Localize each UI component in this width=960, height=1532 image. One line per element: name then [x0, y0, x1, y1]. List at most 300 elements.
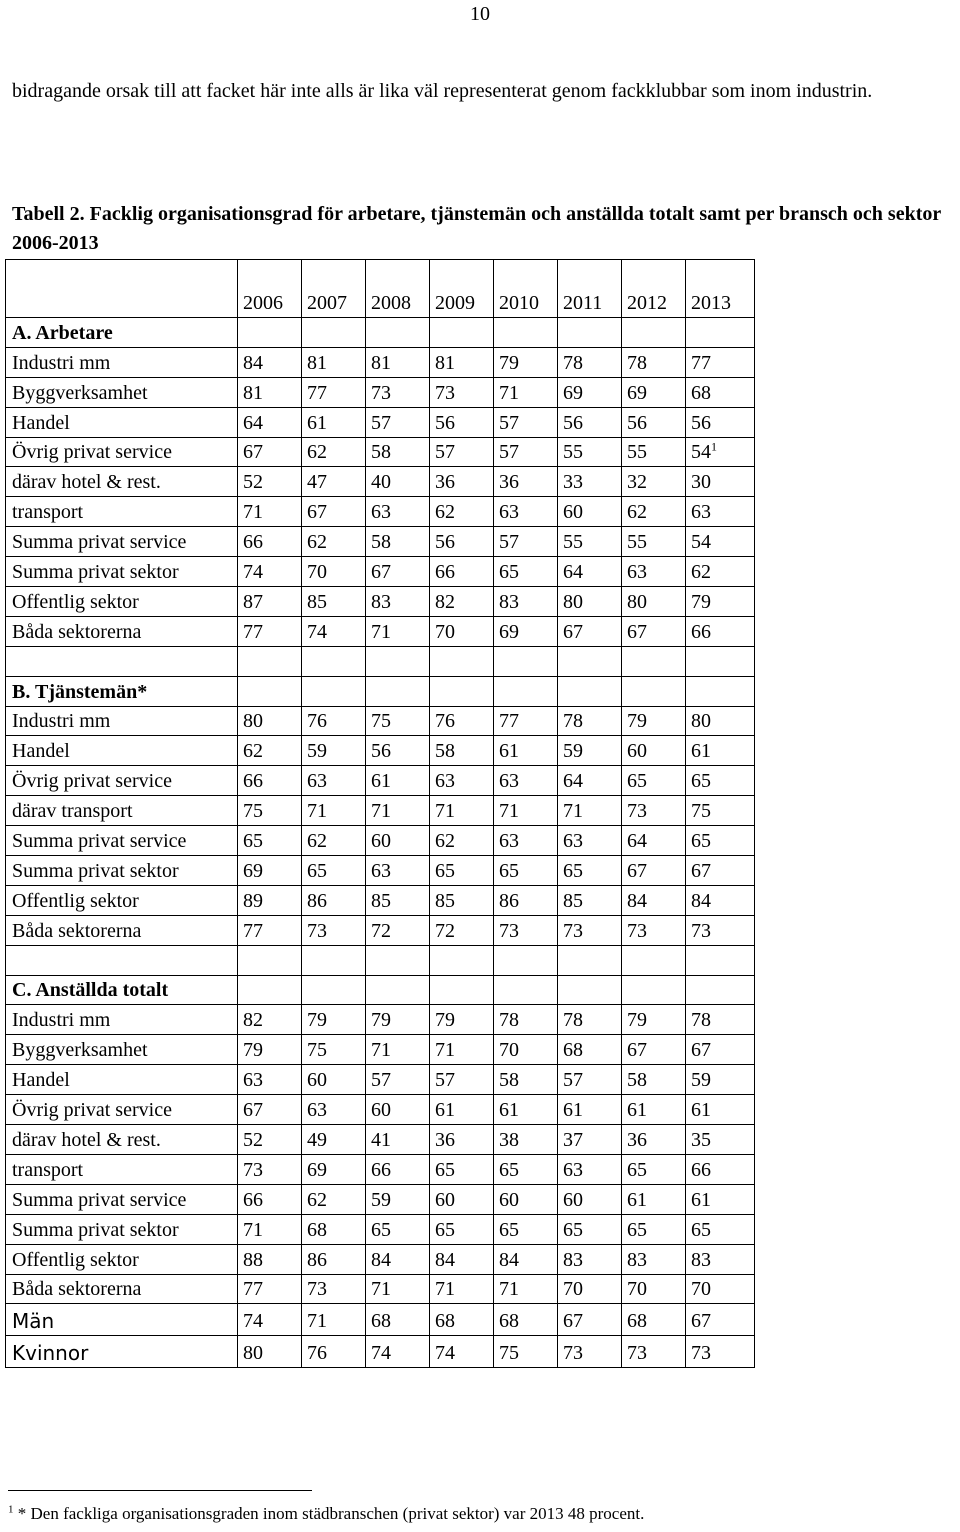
value-text: 73: [691, 1342, 711, 1365]
value-text: 75: [499, 1342, 519, 1365]
table-row: [6, 1005, 755, 1035]
value-cell: [686, 796, 755, 826]
spacer-cell: [686, 945, 755, 975]
value-text: 59: [307, 740, 327, 763]
value-text: 57: [499, 411, 519, 434]
value-cell: [238, 1214, 302, 1244]
value-text: 60: [307, 1069, 327, 1092]
spacer-cell: [686, 646, 755, 676]
value-cell: [686, 347, 755, 377]
value-cell: [622, 856, 686, 886]
value-cell: [558, 616, 622, 646]
value-cell: [366, 1005, 430, 1035]
value-cell: [302, 1244, 366, 1274]
value-text: 79: [499, 351, 519, 374]
value-cell: [494, 1035, 558, 1065]
value-text: 63: [371, 501, 391, 524]
value-cell: [238, 1244, 302, 1274]
value-cell: [558, 1005, 622, 1035]
value-cell: [238, 527, 302, 557]
value-cell: [686, 1065, 755, 1095]
value-text: 71: [307, 800, 327, 823]
value-cell: [558, 1304, 622, 1336]
value-cell: [430, 766, 494, 796]
year-header: 2012: [622, 260, 686, 318]
value-text: 78: [499, 1009, 519, 1032]
value-text: 79: [307, 1009, 327, 1032]
value-cell: [302, 377, 366, 407]
value-text: 73: [563, 919, 583, 942]
empty-cell: [686, 975, 755, 1005]
value-text: 36: [499, 471, 519, 494]
value-text: 83: [563, 1248, 583, 1271]
value-cell: [302, 347, 366, 377]
value-cell: [366, 527, 430, 557]
value-cell: [686, 915, 755, 945]
value-cell: [558, 706, 622, 736]
value-cell: [430, 527, 494, 557]
empty-cell: [302, 975, 366, 1005]
value-text: 66: [243, 1188, 263, 1211]
value-text: 52: [243, 471, 263, 494]
value-text: 71: [499, 800, 519, 823]
value-cell: [622, 407, 686, 437]
value-cell: [494, 826, 558, 856]
value-cell: [494, 557, 558, 587]
value-cell: [494, 766, 558, 796]
value-cell: [430, 1184, 494, 1214]
value-text: 56: [563, 411, 583, 434]
value-text: 61: [435, 1099, 455, 1122]
value-cell: [430, 1005, 494, 1035]
value-cell: [302, 856, 366, 886]
value-text: 56: [435, 531, 455, 554]
value-cell: [302, 1035, 366, 1065]
value-cell: [366, 736, 430, 766]
value-text: 57: [435, 1069, 455, 1092]
value-cell: [366, 1154, 430, 1184]
year-header: 2010: [494, 260, 558, 318]
value-cell: [622, 736, 686, 766]
row-label: Handel: [6, 736, 238, 766]
value-cell: [686, 766, 755, 796]
value-text: 73: [371, 381, 391, 404]
value-cell: [686, 616, 755, 646]
value-cell: [686, 1005, 755, 1035]
value-text: 68: [499, 1310, 519, 1333]
value-text: 67: [627, 859, 647, 882]
value-text: 71: [371, 620, 391, 643]
value-text: 79: [435, 1009, 455, 1032]
value-text: 41: [371, 1128, 391, 1151]
value-cell: [366, 1274, 430, 1304]
value-cell: [302, 1065, 366, 1095]
value-text: 83: [499, 590, 519, 613]
value-text: 57: [563, 1069, 583, 1092]
value-text: 70: [307, 561, 327, 584]
value-text: 79: [627, 1009, 647, 1032]
value-cell: [302, 587, 366, 617]
spacer-cell: [302, 945, 366, 975]
value-text: 36: [627, 1128, 647, 1151]
value-cell: [494, 1304, 558, 1336]
value-cell: [686, 1336, 755, 1368]
value-cell: [494, 1244, 558, 1274]
value-text: 61: [307, 411, 327, 434]
table-row: [6, 1154, 755, 1184]
value-cell: [302, 915, 366, 945]
row-label: Övrig privat service: [6, 1095, 238, 1125]
table-row: [6, 856, 755, 886]
row-label: Handel: [6, 1065, 238, 1095]
value-cell: [686, 587, 755, 617]
spacer-cell: [558, 646, 622, 676]
value-cell: [686, 1125, 755, 1155]
value-cell: [558, 915, 622, 945]
value-cell: [430, 1125, 494, 1155]
value-cell: [238, 856, 302, 886]
value-text: 32: [627, 471, 647, 494]
value-cell: [622, 1304, 686, 1336]
value-cell: [558, 347, 622, 377]
value-cell: [366, 1336, 430, 1368]
value-cell: [366, 856, 430, 886]
value-text: 62: [307, 441, 327, 464]
value-cell: [366, 587, 430, 617]
value-cell: [494, 1274, 558, 1304]
value-cell: [558, 1154, 622, 1184]
value-cell: [238, 1274, 302, 1304]
value-cell: [686, 497, 755, 527]
value-cell: [622, 1125, 686, 1155]
value-text: 65: [691, 1218, 711, 1241]
value-cell: [622, 915, 686, 945]
value-cell: [686, 885, 755, 915]
section-title: A. Arbetare: [6, 318, 238, 348]
value-text: 38: [499, 1128, 519, 1151]
row-label: Industri mm: [6, 706, 238, 736]
table-row: [6, 1065, 755, 1095]
value-cell: [302, 885, 366, 915]
value-cell: [302, 766, 366, 796]
table-row: [6, 467, 755, 497]
value-text: 67: [371, 561, 391, 584]
value-text: 89: [243, 889, 263, 912]
value-text: 85: [563, 889, 583, 912]
value-text: 64: [563, 770, 583, 793]
value-text: 63: [243, 1069, 263, 1092]
empty-cell: [558, 676, 622, 706]
value-text: 61: [691, 1188, 711, 1211]
value-cell: [430, 706, 494, 736]
spacer-cell: [302, 646, 366, 676]
value-cell: [430, 497, 494, 527]
empty-cell: [366, 975, 430, 1005]
spacer-row: [6, 646, 755, 676]
value-text: 58: [371, 441, 391, 464]
value-cell: [494, 706, 558, 736]
value-text: 61: [691, 1099, 711, 1122]
value-text: 84: [691, 889, 711, 912]
value-cell: [430, 377, 494, 407]
value-cell: [238, 736, 302, 766]
row-label: Övrig privat service: [6, 766, 238, 796]
value-cell: [302, 1005, 366, 1035]
value-text: 82: [243, 1009, 263, 1032]
value-text: 85: [371, 889, 391, 912]
table-row: [6, 1095, 755, 1125]
value-cell: [622, 766, 686, 796]
value-text: 83: [627, 1248, 647, 1271]
value-cell: [366, 1095, 430, 1125]
value-text: 62: [627, 501, 647, 524]
value-cell: [430, 347, 494, 377]
value-text: 77: [691, 351, 711, 374]
value-cell: [494, 437, 558, 467]
value-text: 80: [691, 710, 711, 733]
value-text: 61: [563, 1099, 583, 1122]
value-cell: [430, 856, 494, 886]
value-cell: [494, 1154, 558, 1184]
value-cell: [430, 1214, 494, 1244]
spacer-row: [6, 945, 755, 975]
value-text: 62: [307, 1188, 327, 1211]
value-cell: [622, 527, 686, 557]
row-label: Industri mm: [6, 1005, 238, 1035]
row-label: Summa privat sektor: [6, 557, 238, 587]
value-cell: [238, 616, 302, 646]
value-cell: [366, 497, 430, 527]
value-cell: [430, 587, 494, 617]
value-text: 62: [243, 740, 263, 763]
spacer-cell: [430, 646, 494, 676]
value-text: 75: [243, 800, 263, 823]
value-text: 73: [627, 919, 647, 942]
value-text: 83: [371, 590, 391, 613]
value-cell: [686, 1095, 755, 1125]
value-text: 67: [627, 1039, 647, 1062]
value-cell: [622, 826, 686, 856]
value-cell: [494, 796, 558, 826]
value-text: 57: [499, 441, 519, 464]
year-header: 2009: [430, 260, 494, 318]
empty-cell: [238, 975, 302, 1005]
value-text: 79: [371, 1009, 391, 1032]
empty-cell: [686, 318, 755, 348]
empty-cell: [558, 975, 622, 1005]
value-text: 65: [627, 1218, 647, 1241]
value-text: 86: [307, 1248, 327, 1271]
value-text: 71: [371, 1039, 391, 1062]
value-text: 63: [563, 830, 583, 853]
value-text: 59: [563, 740, 583, 763]
value-cell: [366, 766, 430, 796]
value-cell: [558, 856, 622, 886]
row-label: transport: [6, 497, 238, 527]
value-text: 63: [691, 501, 711, 524]
value-text: 61: [627, 1099, 647, 1122]
value-text: 74: [243, 561, 263, 584]
value-cell: [494, 616, 558, 646]
value-cell: [558, 826, 622, 856]
value-text: 71: [371, 1278, 391, 1301]
value-text: 66: [691, 620, 711, 643]
section-title: B. Tjänstemän*: [6, 676, 238, 706]
empty-cell: [302, 318, 366, 348]
value-text: 67: [691, 1039, 711, 1062]
value-text: 54: [691, 531, 711, 554]
value-text: 72: [371, 919, 391, 942]
value-cell: [494, 467, 558, 497]
value-cell: [622, 1336, 686, 1368]
value-text: 63: [499, 501, 519, 524]
value-text: 73: [499, 919, 519, 942]
value-text: 65: [499, 561, 519, 584]
value-text: 77: [243, 620, 263, 643]
value-text: 65: [499, 859, 519, 882]
value-text: 69: [243, 859, 263, 882]
value-text: 80: [243, 1342, 263, 1365]
value-cell: [686, 1244, 755, 1274]
page-number: 10: [470, 3, 490, 25]
value-cell: [238, 1125, 302, 1155]
row-label: Summa privat service: [6, 826, 238, 856]
value-text: 69: [563, 381, 583, 404]
value-cell: [238, 587, 302, 617]
value-text: 64: [243, 411, 263, 434]
row-label: Offentlig sektor: [6, 587, 238, 617]
value-text: 77: [499, 710, 519, 733]
value-text: 61: [627, 1188, 647, 1211]
table-row: [6, 1304, 755, 1336]
footnote-rule: [8, 1490, 312, 1491]
row-label: Byggverksamhet: [6, 1035, 238, 1065]
value-cell: [302, 1154, 366, 1184]
value-cell: [302, 1304, 366, 1336]
value-text: 63: [499, 830, 519, 853]
value-text: 55: [627, 531, 647, 554]
value-cell: [238, 1035, 302, 1065]
footnote-reference: 1: [711, 439, 717, 454]
value-text: 68: [627, 1310, 647, 1333]
value-cell: [302, 1184, 366, 1214]
value-cell: [430, 1065, 494, 1095]
row-label: Män: [6, 1304, 238, 1336]
row-label: Båda sektorerna: [6, 1274, 238, 1304]
value-text: 76: [307, 710, 327, 733]
value-text: 67: [243, 1099, 263, 1122]
value-text: 65: [627, 1158, 647, 1181]
value-cell: [622, 377, 686, 407]
value-text: 80: [243, 710, 263, 733]
value-text: 62: [435, 830, 455, 853]
value-text: 56: [691, 411, 711, 434]
section-title-row: [6, 676, 755, 706]
value-text: 63: [435, 770, 455, 793]
value-text: 67: [243, 441, 263, 464]
value-text: 58: [627, 1069, 647, 1092]
value-text: 59: [691, 1069, 711, 1092]
value-cell: [302, 407, 366, 437]
value-cell: [686, 1304, 755, 1336]
row-label: därav hotel & rest.: [6, 1125, 238, 1155]
value-text: 80: [563, 590, 583, 613]
empty-cell: [494, 975, 558, 1005]
value-text: 71: [435, 1278, 455, 1301]
table-row: [6, 1244, 755, 1274]
header-corner: [6, 260, 238, 318]
value-cell: [238, 885, 302, 915]
value-cell: [622, 1095, 686, 1125]
value-cell: [686, 706, 755, 736]
value-cell: [558, 377, 622, 407]
table-row: [6, 1035, 755, 1065]
value-text: 78: [563, 351, 583, 374]
value-cell: [430, 1274, 494, 1304]
value-cell: [622, 885, 686, 915]
value-text: 61: [499, 1099, 519, 1122]
value-text: 84: [435, 1248, 455, 1271]
value-cell: [430, 826, 494, 856]
value-text: 67: [691, 859, 711, 882]
value-text: 73: [243, 1158, 263, 1181]
value-cell: [558, 1274, 622, 1304]
value-cell: [430, 796, 494, 826]
value-text: 36: [435, 471, 455, 494]
empty-cell: [366, 318, 430, 348]
value-text: 71: [243, 1218, 263, 1241]
value-text: 61: [691, 740, 711, 763]
row-label: därav transport: [6, 796, 238, 826]
value-cell: [686, 377, 755, 407]
value-text: 63: [499, 770, 519, 793]
footnote-mark: 1: [8, 1503, 14, 1516]
value-cell: [622, 1035, 686, 1065]
spacer-cell: [366, 945, 430, 975]
value-cell: [558, 1095, 622, 1125]
empty-cell: [558, 318, 622, 348]
value-text: 74: [371, 1342, 391, 1365]
value-text: 56: [371, 740, 391, 763]
value-cell: [558, 557, 622, 587]
value-text: 77: [307, 381, 327, 404]
value-cell: [686, 467, 755, 497]
value-cell: [494, 1065, 558, 1095]
year-header: 2008: [366, 260, 430, 318]
value-text: 40: [371, 471, 391, 494]
spacer-cell: [6, 646, 238, 676]
value-cell: [430, 736, 494, 766]
value-cell: [366, 557, 430, 587]
value-cell: [622, 796, 686, 826]
value-text: 78: [563, 710, 583, 733]
value-text: 62: [307, 531, 327, 554]
spacer-cell: [558, 945, 622, 975]
value-cell: [430, 1035, 494, 1065]
value-cell: [558, 527, 622, 557]
table-row: [6, 377, 755, 407]
value-text: 81: [371, 351, 391, 374]
row-label: därav hotel & rest.: [6, 467, 238, 497]
value-text: 71: [435, 1039, 455, 1062]
value-cell: [430, 616, 494, 646]
value-text: 65: [435, 859, 455, 882]
empty-cell: [622, 318, 686, 348]
value-cell: [366, 437, 430, 467]
value-text: 65: [243, 830, 263, 853]
value-text: 77: [243, 1278, 263, 1301]
value-text: 74: [243, 1310, 263, 1333]
